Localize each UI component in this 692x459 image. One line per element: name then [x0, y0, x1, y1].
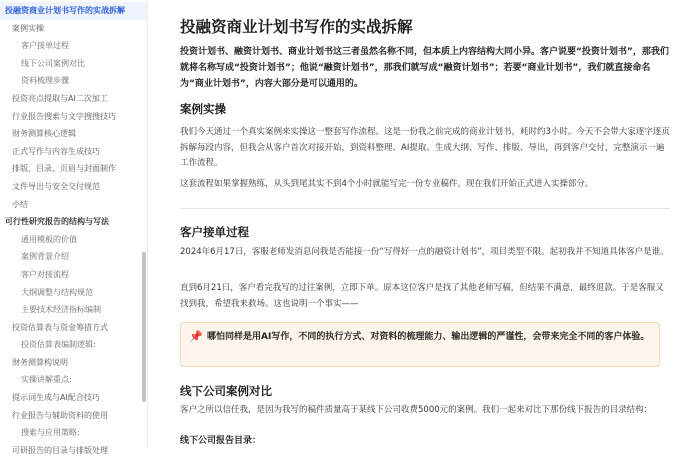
subheading-offline-toc: 线下公司报告目录：: [180, 436, 262, 446]
section-heading-case: 案例实操: [180, 102, 226, 116]
toc-item[interactable]: 主要技术经济指标编制: [21, 305, 101, 315]
toc-item[interactable]: 投融资商业计划书写作的实战拆解: [0, 2, 147, 20]
toc-item[interactable]: 可行性研究报告的结构与写法: [5, 217, 109, 227]
toc-item[interactable]: 投资估算表与资金筹措方式: [12, 322, 108, 332]
case-paragraph-1: 我们今天通过一个真实案例来实操这一整套写作流程。这是一份我之前完成的商业计划书，耗时约3小时。今天不会带大家逐字逐页拆解每段内容，但我会从客户首次对接开始，到资料整理、AI提取、生成大纲、写作、排版、导出，再到客户交付，完整演示一遍工作流程。: [180, 127, 670, 168]
toc-item[interactable]: 案例实操: [12, 23, 44, 33]
page-title: 投融资商业计划书写作的实战拆解: [180, 18, 413, 36]
order-paragraph-1: 2024年6月17日，客服老师发消息问我是否能接一份“写得好一点的融资计划书”，项目类型不限。起初我并不知道具体客户是谁。: [180, 247, 669, 257]
toc-item[interactable]: 可研报告的目录与排版处理: [12, 445, 108, 455]
callout-text: 哪怕同样是用AI写作，不同的执行方式、对资料的梳理能力、输出逻辑的严谨性，会带来完全不同的客户体验。: [207, 332, 650, 342]
section-heading-order: 客户接单过程: [180, 225, 249, 239]
toc-item[interactable]: 线下公司案例对比: [21, 58, 85, 68]
intro-paragraph: 投资计划书、融资计划书、商业计划书这三者虽然名称不同，但本质上内容结构大同小异。客户说要“投资计划书”，那我们就将名称写成“投资计划书”；他说“融资计划书”，那我们就写成“融资计划书”；若要“商业计划书”，我们就直接命名为“商业计划书”，内容大部分是可以通用的。: [180, 47, 669, 89]
section-heading-offline: 线下公司案例对比: [180, 384, 272, 398]
section-divider: [180, 208, 670, 209]
toc-item[interactable]: 投资估算表编制逻辑:: [21, 340, 96, 350]
toc-item[interactable]: 客户接单过程: [21, 41, 69, 51]
pushpin-icon: 📌: [189, 330, 203, 343]
toc-item[interactable]: 实操讲解重点:: [21, 375, 72, 385]
toc-item[interactable]: 投资亮点提取与AI二次加工: [12, 93, 108, 103]
toc-item[interactable]: 搜索与应用策略:: [21, 428, 80, 438]
toc-item[interactable]: 小结: [12, 199, 28, 209]
article: [165, 0, 675, 448]
order-paragraph-2: 直到6月21日，客户看完我写的过往案例，立即下单。原本这位客户是找了其他老师写稿，但结果不满意，最终退款。于是客服又找到我，希望我来救场。这也说明一个事实——: [180, 283, 664, 309]
toc-sidebar: [0, 0, 148, 455]
toc-item[interactable]: 行业报告搜索与文字搜搜技巧: [12, 111, 116, 121]
toc-item[interactable]: 案例背景介绍: [21, 252, 69, 262]
toc-item[interactable]: 提示词生成与AI配合技巧: [12, 393, 100, 403]
case-paragraph-2: 这套流程如果掌握熟练，从头到尾其实不到4个小时就能写完一份专业稿件。现在我们开始正式进入实操部分。: [180, 179, 594, 189]
toc-item[interactable]: 财务测算核心逻辑: [12, 129, 76, 139]
toc-list: [0, 0, 147, 459]
toc-item[interactable]: 行业报告与辅助资料的使用: [12, 410, 108, 420]
callout-box: [180, 322, 660, 367]
toc-item[interactable]: 资料梳理步骤: [21, 76, 69, 86]
toc-item[interactable]: 财务测算构说明: [12, 357, 68, 367]
toc-item[interactable]: 文件导出与安全交付规范: [12, 181, 100, 191]
offline-paragraph-1: 客户之所以信任我，是因为我写的稿件质量高于某线下公司收费5000元的案例。我们一起来对比下那份线下报告的目录结构：: [180, 405, 653, 415]
toc-item[interactable]: 大纲调整与结构规范: [21, 287, 93, 297]
sidebar-scrollbar-thumb[interactable]: [142, 252, 146, 402]
toc-item[interactable]: 正式写作与内容生成技巧: [12, 146, 100, 156]
toc-item[interactable]: 排版、目录、页眉与封面制作: [12, 164, 116, 174]
toc-item[interactable]: 客户对接流程: [21, 269, 69, 279]
toc-item[interactable]: 通用模板的价值: [21, 234, 77, 244]
